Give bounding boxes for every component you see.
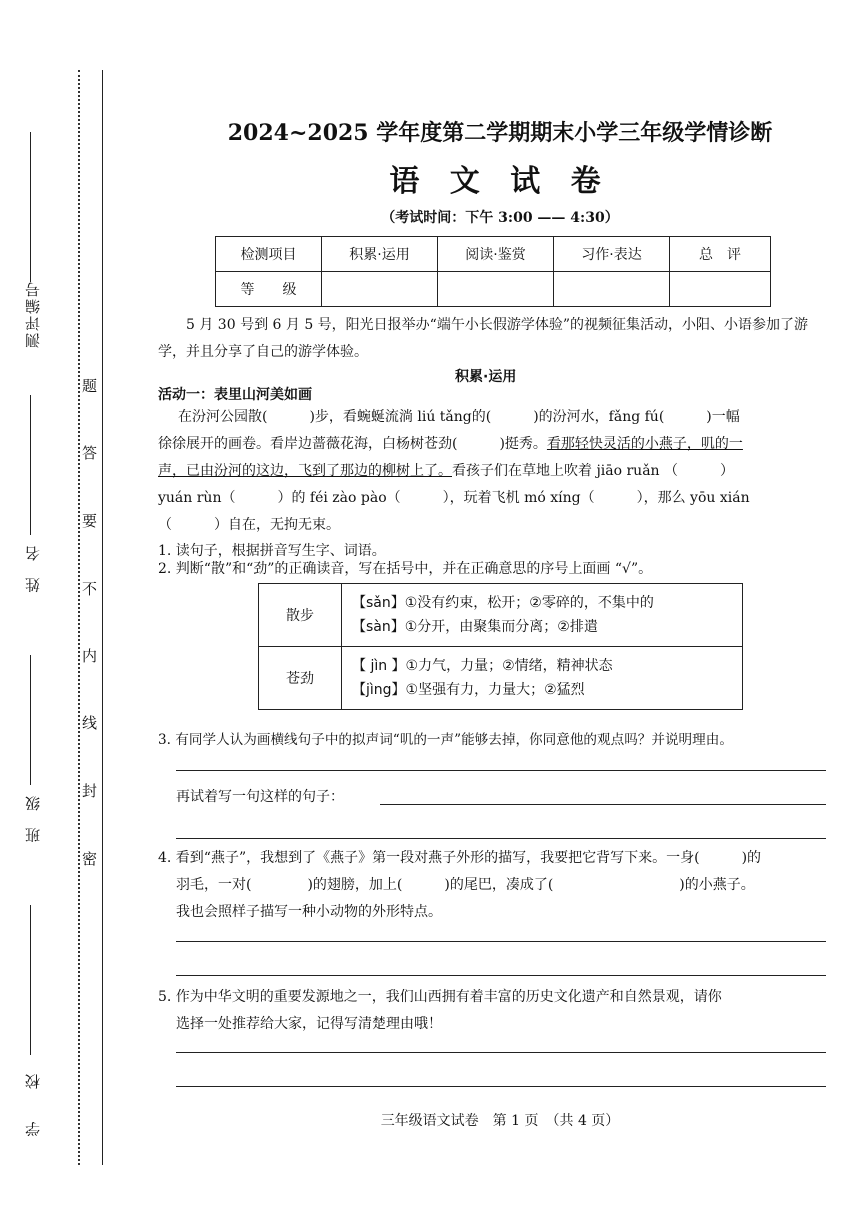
score-cell[interactable] [322, 272, 438, 307]
passage-line: （ ）自在，无拘无束。 [158, 517, 340, 533]
answer-line[interactable] [176, 975, 826, 976]
answer-line[interactable] [176, 838, 826, 839]
answer-line[interactable] [176, 941, 826, 942]
answer-line[interactable] [176, 1052, 826, 1053]
seal-char: 封 [82, 782, 98, 800]
name-field[interactable] [30, 395, 31, 535]
question-2: 2. 判断“散”和“劲”的正确读音，写在括号中，并在正确意思的序号上面画 “√”。 [158, 561, 653, 577]
question-5: 5. 作为中华文明的重要发源地之一，我们山西拥有着丰富的历史文化遗产和自然景观，请你 [158, 989, 722, 1005]
seal-char: 内 [82, 647, 98, 665]
school-field[interactable] [30, 905, 31, 1055]
passage-line [158, 458, 838, 485]
binding-solid-line [102, 70, 103, 1165]
score-cell[interactable] [438, 272, 554, 307]
question-5-line: 选择一处推荐给大家，记得写清楚理由哦！ [176, 1016, 442, 1032]
question-4: 4. 看到“燕子”，我想到了《燕子》第一段对燕子外形的描写，我要把它背写下来。一身( )的 [158, 850, 762, 866]
activity-title: 活动一：表里山河美如画 [158, 387, 312, 403]
page-footer: 三年级语文试卷 第 1 页 （共 4 页） [380, 1113, 620, 1129]
exam-subtitle: 语 文 试 卷 [389, 164, 611, 199]
name-label: 姓 名 [24, 540, 42, 593]
score-header: 积累·运用 [322, 237, 438, 272]
score-header: 检测项目 [216, 237, 322, 272]
answer-line[interactable] [176, 770, 826, 771]
seal-char: 题 [82, 377, 98, 395]
score-cell[interactable] [670, 272, 771, 307]
passage-line [158, 431, 838, 458]
section-title: 积累·运用 [455, 369, 517, 385]
passage-line: yuán rùn（ ）的 féi zào pào（ ），玩着飞机 mó xíng（ ），那么 yōu xián [158, 490, 750, 506]
dict-word: 散步 [259, 584, 342, 647]
question-1: 1. 读句子，根据拼音写生字、词语。 [158, 543, 386, 559]
seal-char: 答 [82, 444, 98, 462]
question-4-line: 我也会照样子描写一种小动物的外形特点。 [176, 904, 442, 920]
dictionary-table [258, 583, 743, 710]
id-field[interactable] [30, 132, 31, 282]
seal-char: 要 [82, 512, 98, 530]
question-3: 3. 有同学人认为画横线句子中的拟声词“叽的一声”能够去掉，你同意他的观点吗？并说明理由。 [158, 732, 733, 748]
seal-char: 密 [82, 850, 98, 868]
seal-char: 线 [82, 714, 98, 732]
underlined-sentence: 声，已由汾河的这边，飞到了那边的柳树上了。 [158, 463, 452, 479]
score-header: 习作·表达 [554, 237, 670, 272]
school-label: 学 校 [24, 1060, 42, 1137]
seal-char: 不 [82, 580, 98, 598]
score-cell[interactable] [554, 272, 670, 307]
id-label: 测评编号 [24, 280, 42, 348]
dict-entry [342, 647, 743, 710]
dict-word: 苍劲 [259, 647, 342, 710]
dict-reading: 【jìng】①坚强有力，力量大；②猛烈 [352, 682, 585, 698]
dict-entry [342, 584, 743, 647]
exam-title: 2024~2025 学年度第二学期期末小学三年级学情诊断 [227, 120, 773, 146]
binding-dotted-line [78, 70, 80, 1165]
score-row-label: 等 级 [216, 272, 322, 307]
exam-time: （考试时间：下午 3:00 —— 4:30） [381, 210, 619, 226]
passage-text: 看孩子们在草地上吹着 jiāo ruǎn （ ） [452, 463, 735, 479]
dict-reading: 【sǎn】①没有约束，松开；②零碎的，不集中的 [352, 595, 654, 611]
answer-line[interactable] [380, 804, 826, 805]
underlined-sentence: 看那轻快灵活的小燕子，叽的一 [546, 436, 743, 452]
score-header: 总 评 [670, 237, 771, 272]
score-header: 阅读·鉴赏 [438, 237, 554, 272]
question-4-line: 羽毛，一对( )的翅膀，加上( )的尾巴，凑成了( )的小燕子。 [176, 877, 755, 893]
passage-line: 在汾河公园散( )步，看蜿蜒流淌 liú tǎng的( )的汾河水，fǎng fú( )一幅 [178, 409, 740, 425]
dict-reading: 【sàn】①分开，由聚集而分离；②排遣 [352, 619, 598, 635]
class-label: 班 级 [24, 790, 42, 843]
intro-paragraph: 5 月 30 号到 6 月 5 号，阳光日报举办“端午小长假游学体验”的视频征集活动，小阳、小语参加了游学，并且分享了自己的游学体验。 [158, 317, 808, 360]
question-3-prompt: 再试着写一句这样的句子： [176, 789, 344, 805]
dict-reading: 【 jìn 】①力气，力量；②情绪，精神状态 [352, 658, 613, 674]
score-table [215, 236, 771, 307]
class-field[interactable] [30, 655, 31, 785]
passage-text: 徐徐展开的画卷。看岸边蔷薇花海，白杨树苍劲( )挺秀。 [158, 436, 547, 452]
answer-line[interactable] [176, 1086, 826, 1087]
